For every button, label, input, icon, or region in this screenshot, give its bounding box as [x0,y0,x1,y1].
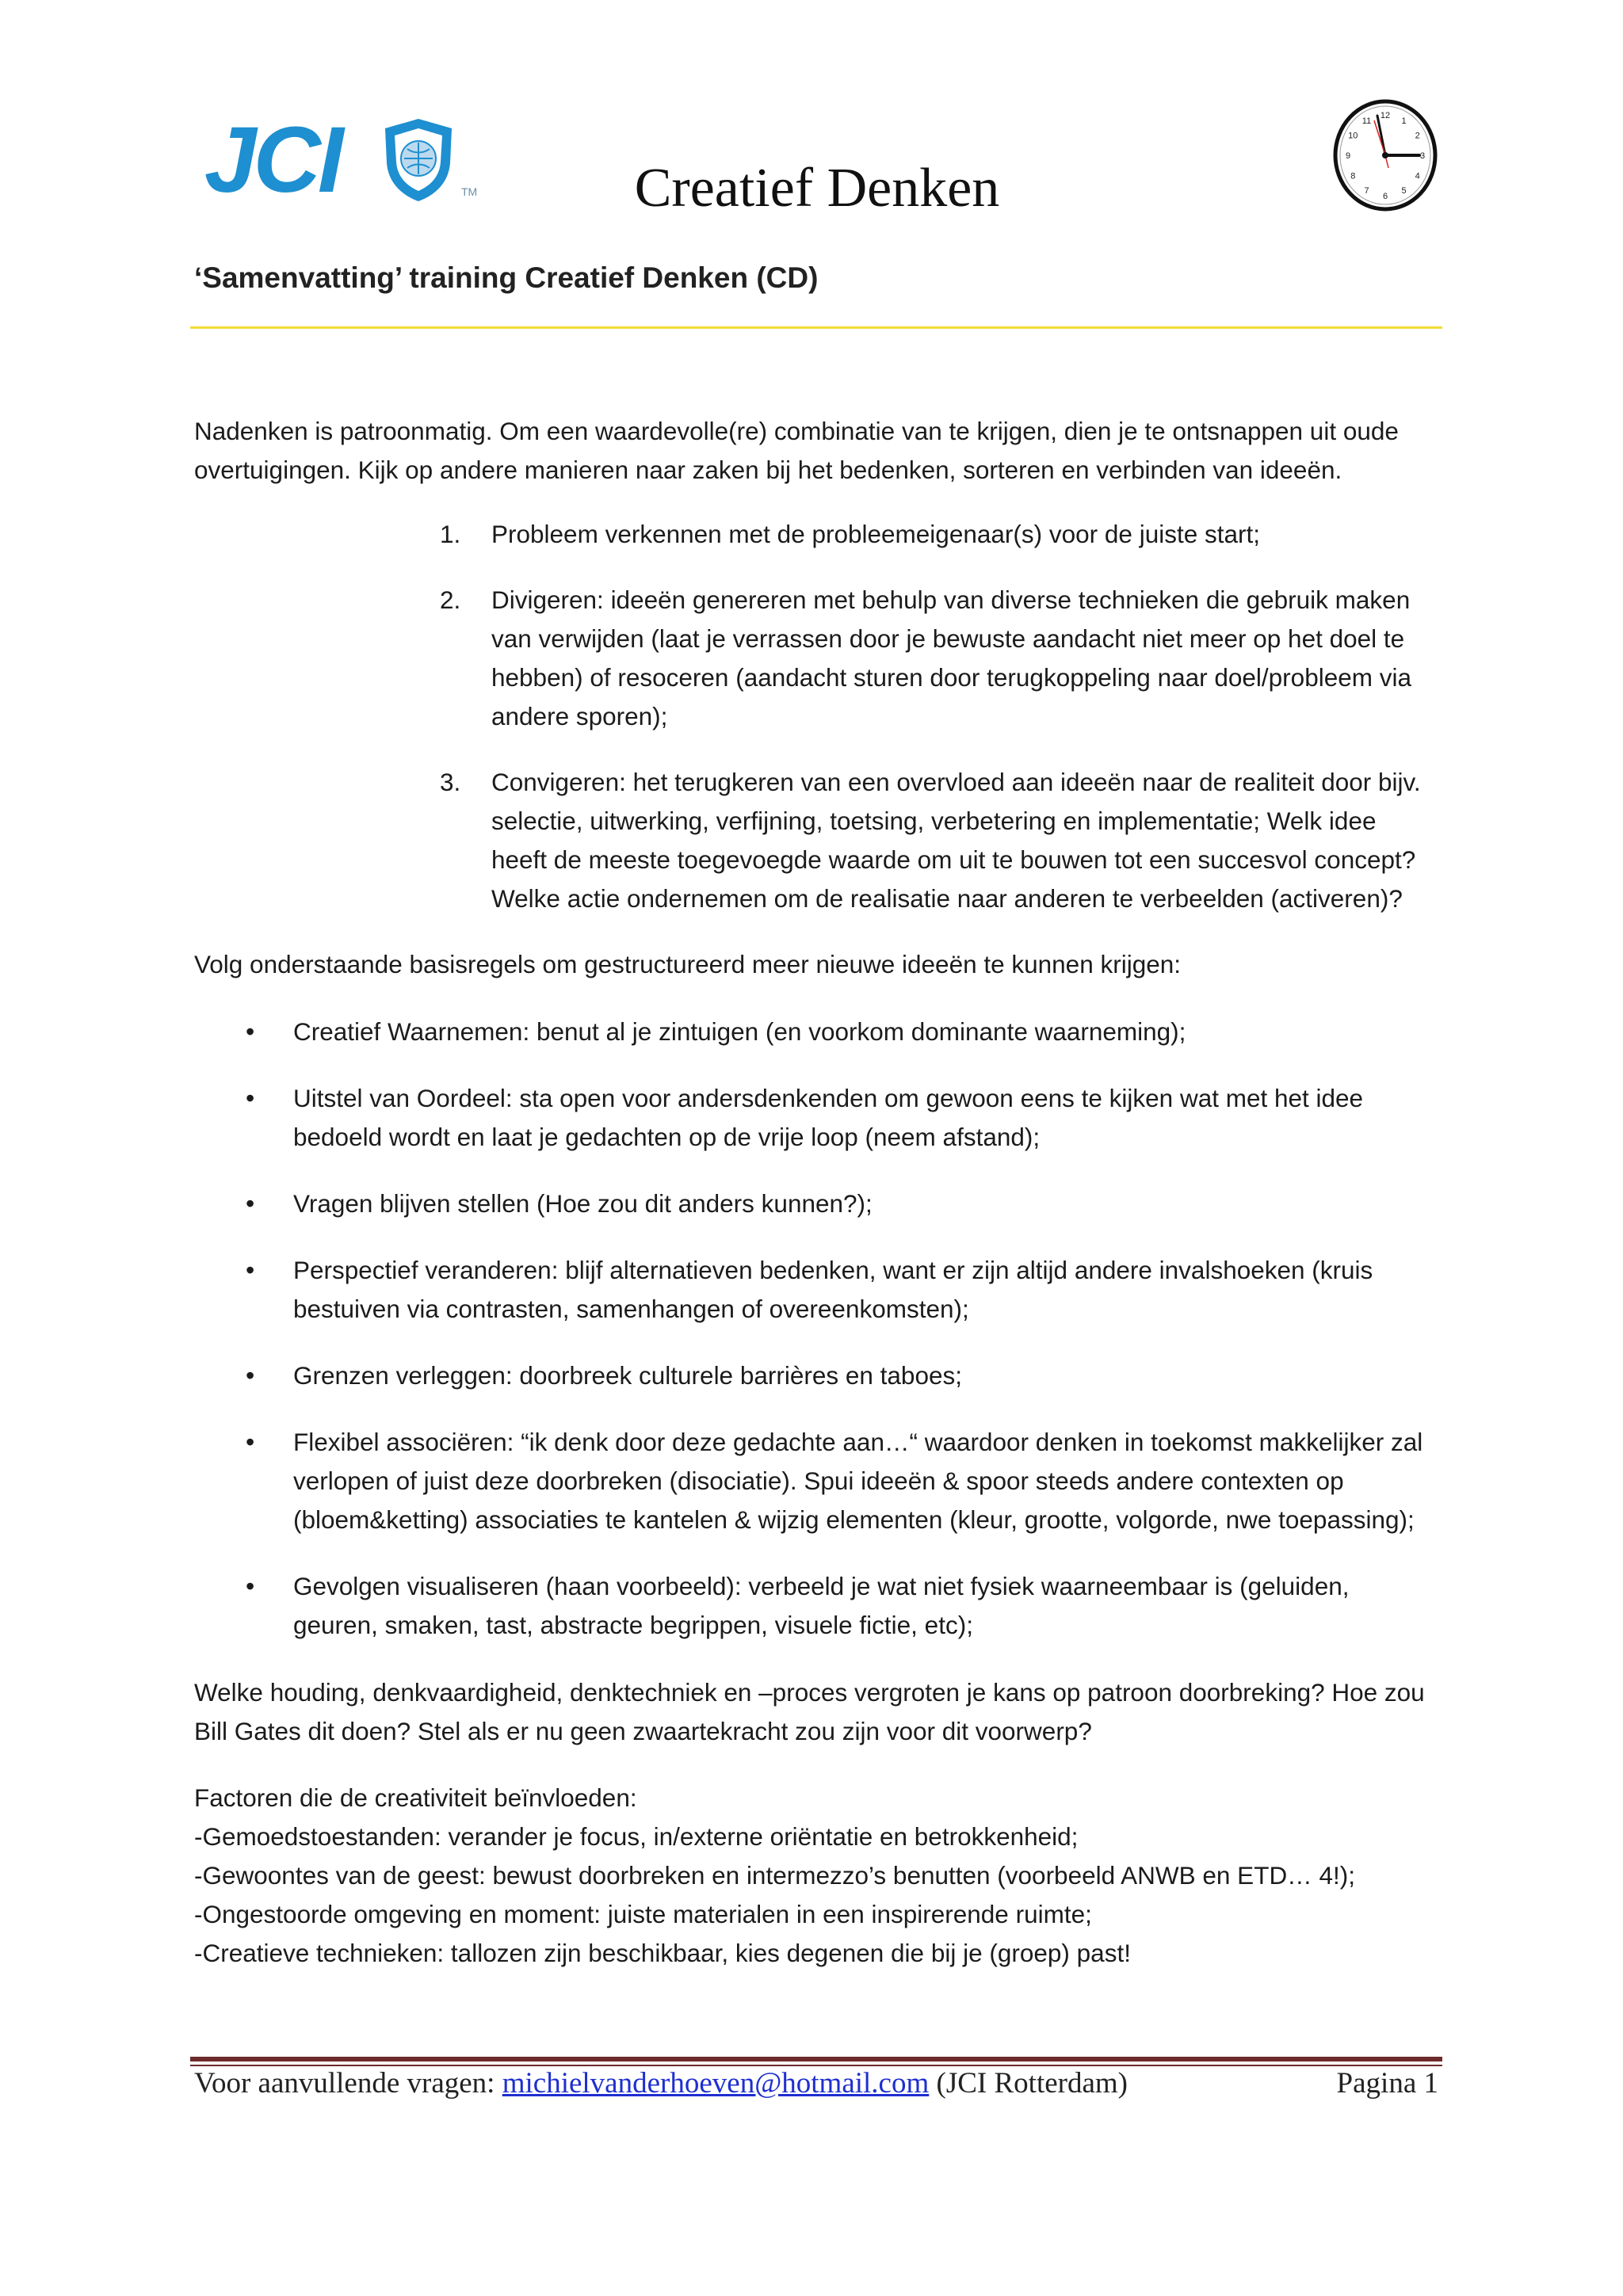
rules-bullet-list [194,1013,1446,1672]
text-line: Bill Gates dit doen? Stel als er nu geen zwaartekracht zou zijn voor dit voorwerp? [194,1717,1092,1745]
list-item [194,1251,1446,1329]
clock-numeral: 1 [1401,116,1407,126]
list-item [194,1079,1446,1157]
clock-numeral: 11 [1361,116,1372,126]
clock-numeral: 12 [1380,111,1391,120]
bullet-icon: • [246,1428,255,1456]
intro-paragraph [194,412,1446,490]
text-line: (bloem&ketting) associaties te kantelen & wijzig elementen (kleur, grootte, volgorde, nwe toepassing); [293,1505,1415,1534]
text-line: Nadenken is patroonmatig. Om een waardevolle(re) combinatie van te krijgen, dien je te ontsnappen uit oude [194,417,1399,445]
trademark-mark: TM [461,185,478,198]
question-paragraph [194,1673,1446,1751]
text-line: -Gemoedstoestanden: verander je focus, in/externe oriëntatie en betrokkenheid; [194,1822,1079,1851]
footer-suffix: (JCI Rotterdam) [929,2067,1128,2100]
bullet-icon: • [246,1189,255,1218]
text-line: Gevolgen visualiseren (haan voorbeeld): verbeeld je wat niet fysiek waarneembaar is (geluiden, [293,1572,1350,1600]
text-line: Uitstel van Oordeel: sta open voor andersdenkenden om gewoon eens te kijken wat met het idee [293,1084,1364,1112]
factors-heading: Factoren die de creativiteit beïnvloeden: [194,1783,637,1812]
clock-numeral: 7 [1364,186,1369,196]
text-line: verlopen of juist deze doorbreken (disociatie). Spui ideeën & spoor steeds andere contexten op [293,1466,1344,1495]
text-line: Perspectief veranderen: blijf alternatieven bedenken, want er zijn altijd andere invalshoeken (kruis [293,1256,1373,1284]
page-title: Creatief Denken [634,158,1000,219]
step-number: 2. [440,585,461,614]
text-line: Vragen blijven stellen (Hoe zou dit anders kunnen?); [293,1189,873,1218]
text-line: Creatief Waarnemen: benut al je zintuigen (en voorkom dominante waarneming); [293,1017,1186,1046]
factors-paragraph [194,1779,1446,1973]
numbered-steps-list [440,515,1446,945]
document-subtitle: ‘Samenvatting’ training Creatief Denken (CD) [194,261,819,294]
text-line: Divigeren: ideeën genereren met behulp van diverse technieken die gebruik maken [491,585,1411,614]
text-line: geuren, smaken, tast, abstracte begrippen, visuele fictie, etc); [293,1611,973,1639]
footer-divider [190,2057,1442,2061]
clock-icon [1330,97,1441,214]
clock-numeral: 10 [1348,131,1358,141]
clock-numeral: 5 [1401,186,1407,196]
text-line: bestuiven via contrasten, samenhangen of overeenkomsten); [293,1295,969,1323]
clock-numeral: 3 [1419,151,1426,161]
clock-numeral: 9 [1345,151,1351,161]
list-item [440,763,1446,918]
bullet-icon: • [246,1084,255,1112]
list-item [440,581,1446,736]
bullet-icon: • [246,1256,255,1284]
list-item [194,1013,1446,1051]
page-footer [194,2064,1438,2103]
text-line: selectie, uitwerking, verfijning, toetsing, verbetering en implementatie; Welk idee [491,807,1377,835]
text-line: hebben) of resoceren (aandacht sturen door terugkoppeling naar doel/probleem via [491,663,1412,692]
text-line: Flexibel associëren: “ik denk door deze gedachte aan…“ waardoor denken in toekomst makkelijker zal [293,1428,1423,1456]
list-item [440,515,1446,554]
list-item [194,1184,1446,1223]
rules-intro-paragraph: Volg onderstaande basisregels om gestructureerd meer nieuwe ideeën te kunnen krijgen: [194,950,1182,978]
clock-numeral: 2 [1415,131,1420,141]
clock-numeral: 8 [1350,171,1356,181]
text-line: Convigeren: het terugkeren van een overvloed aan ideeën naar de realiteit door bijv. [491,768,1421,796]
bullet-icon: • [246,1572,255,1600]
text-line: Welke actie ondernemen om de realisatie naar anderen te verbeelden (activeren)? [491,884,1403,913]
text-line: van verwijden (laat je verrassen door je bewuste aandacht niet meer op het doel te [491,624,1405,653]
list-item [194,1423,1446,1539]
text-line: -Creatieve technieken: tallozen zijn beschikbaar, kies degenen die bij je (groep) past! [194,1939,1131,1967]
text-line: overtuigingen. Kijk op andere manieren naar zaken bij het bedenken, sorteren en verbinden van ideeën. [194,456,1342,484]
clock-numeral: 6 [1382,192,1388,201]
logo-wordmark: JCI [204,108,341,212]
step-number: 3. [440,768,461,796]
footer-prefix: Voor aanvullende vragen: [194,2067,502,2100]
list-item [194,1567,1446,1645]
text-line: -Gewoontes van de geest: bewust doorbreken en intermezzo’s benutten (voorbeeld ANWB en ETD… 4!); [194,1861,1355,1890]
header-divider [190,326,1442,329]
email-link[interactable]: michielvanderhoeven@hotmail.com [502,2067,930,2100]
step-number: 1. [440,520,461,548]
text-line: bedoeld wordt en laat je gedachten op de vrije loop (neem afstand); [293,1123,1041,1151]
bullet-icon: • [246,1017,255,1046]
text-line: andere sporen); [491,702,668,730]
text-line: Welke houding, denkvaardigheid, denktechniek en –proces vergroten je kans op patroon doorbreking? Hoe zou [194,1678,1425,1707]
text-line: Grenzen verleggen: doorbreek culturele barrières en taboes; [293,1361,962,1390]
list-item [194,1356,1446,1395]
bullet-icon: • [246,1361,255,1390]
text-line: -Ongestoorde omgeving en moment: juiste materialen in een inspirerende ruimte; [194,1900,1092,1928]
text-line: Probleem verkennen met de probleemeigenaar(s) voor de juiste start; [491,520,1260,548]
page-number: Pagina 1 [1336,2067,1438,2100]
text-line: heeft de meeste toegevoegde waarde om uit te bouwen tot een succesvol concept? [491,845,1416,874]
clock-numeral: 4 [1415,171,1420,181]
